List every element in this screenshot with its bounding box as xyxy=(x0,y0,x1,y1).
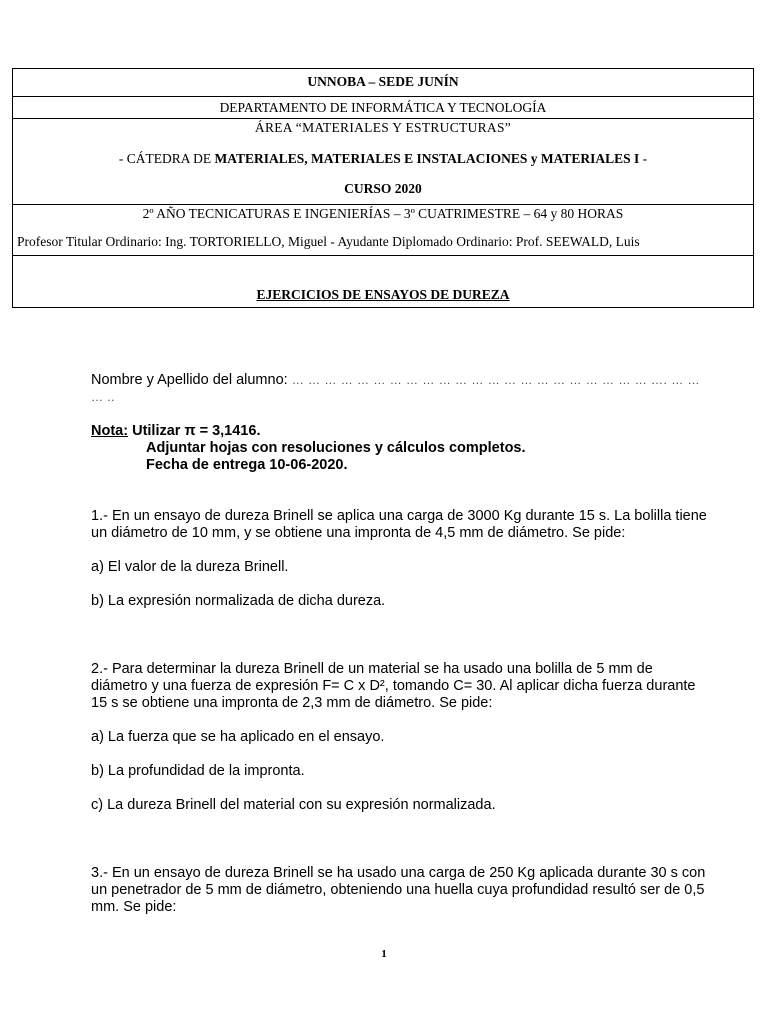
chair-subjects: MATERIALES, MATERIALES E INSTALACIONES y MATERIALES I xyxy=(214,151,640,166)
exercise-2-b: b) La profundidad de la impronta. xyxy=(91,763,305,779)
page-number: 1 xyxy=(381,948,387,960)
exercise-1-text: 1.- En un ensayo de dureza Brinell se aplica una carga de 3000 Kg durante 15 s. La bolilla tiene un diámetro de 10 mm, y se obtiene una impronta de 4,5 mm de diámetro. Se pide: xyxy=(91,508,707,541)
student-name-line xyxy=(91,372,711,406)
note-line-1 xyxy=(91,423,711,440)
header-table xyxy=(12,68,754,308)
area: ÁREA “MATERIALES Y ESTRUCTURAS” xyxy=(254,120,512,135)
exercise-1-a: a) El valor de la dureza Brinell. xyxy=(91,559,289,575)
student-dots: … … … … … … … … … … … … … … … … … … … … … … …. … … … .. xyxy=(91,373,701,404)
note-label: Nota: xyxy=(91,423,129,439)
department: DEPARTAMENTO DE INFORMÁTICA Y TECNOLOGÍA xyxy=(219,100,547,115)
exercise-2-a: a) La fuerza que se ha aplicado en el ensayo. xyxy=(91,729,385,745)
department-row xyxy=(13,96,753,118)
chair-suffix: - xyxy=(639,151,648,166)
chair-line xyxy=(13,150,753,168)
student-label: Nombre y Apellido del alumno: xyxy=(91,372,292,388)
exercise-2-c: c) La dureza Brinell del material con su expresión normalizada. xyxy=(91,797,496,813)
note-line-3: Fecha de entrega 10-06-2020. xyxy=(146,457,348,473)
note-pi: Utilizar π = 3,1416. xyxy=(128,423,261,439)
course: CURSO 2020 xyxy=(344,181,422,196)
year-info: 2º AÑO TECNICATURAS E INGENIERÍAS – 3º CUATRIMESTRE – 64 y 80 HORAS xyxy=(142,206,624,221)
institution: UNNOBA – SEDE JUNÍN xyxy=(307,74,459,89)
document-title: EJERCICIOS DE ENSAYOS DE DUREZA xyxy=(256,287,510,302)
document-body xyxy=(91,372,711,916)
note-line-2: Adjuntar hojas con resoluciones y cálculos completos. xyxy=(146,440,526,456)
staff-info: Profesor Titular Ordinario: Ing. TORTORIELLO, Miguel - Ayudante Diplomado Ordinario: Prof. SEEWALD, Luis xyxy=(17,234,640,249)
exercise-1-b: b) La expresión normalizada de dicha dureza. xyxy=(91,593,386,609)
chair-prefix: - CÁTEDRA DE xyxy=(118,151,215,166)
exercise-2-text: 2.- Para determinar la dureza Brinell de un material se ha usado una bolilla de 5 mm de diámetro y una fuerza de expresión F= C x D², tomando C= 30. Al aplicar dicha fuerza durante 15 s se obtiene una impronta de 2,3 mm de diámetro. Se pide: xyxy=(91,661,696,711)
institution-row xyxy=(13,69,753,96)
info-row xyxy=(13,204,753,255)
exercise-3-text: 3.- En un ensayo de dureza Brinell se ha usado una carga de 250 Kg aplicada durante 30 s con un penetrador de 5 mm de diámetro, obteniendo una huella cuya profundidad resultó ser de 0,5 mm. Se pide: xyxy=(91,865,706,915)
area-row xyxy=(13,118,753,204)
title-row xyxy=(13,255,753,307)
